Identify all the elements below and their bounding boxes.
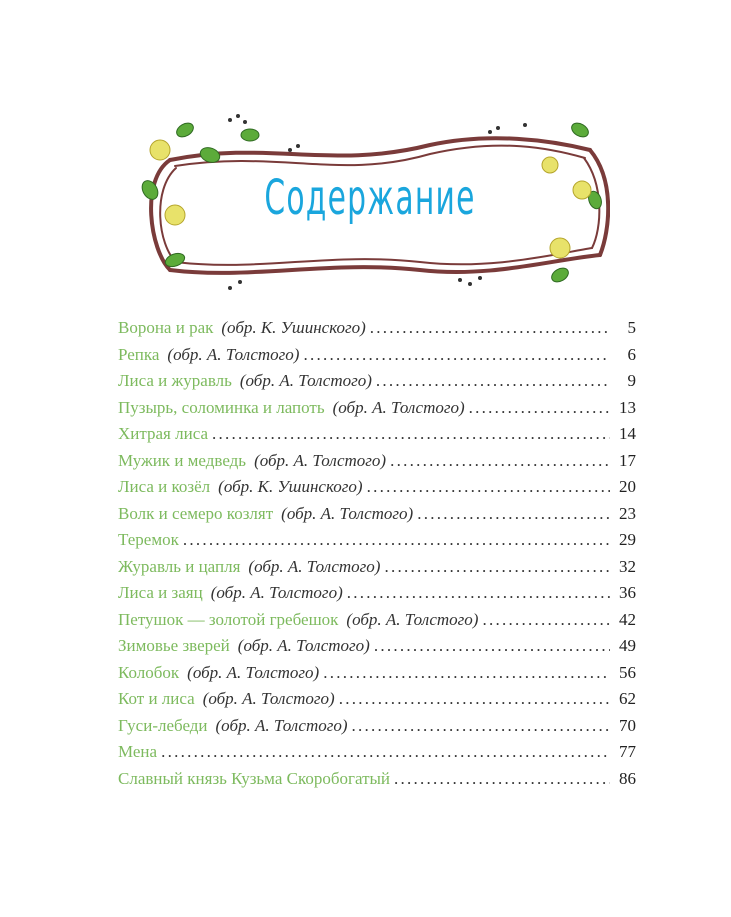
toc-entry[interactable] [118,345,636,372]
toc-entry[interactable] [118,398,636,425]
toc-entry-page: 14 [619,424,636,443]
page-title: Содержание [264,170,476,226]
toc-entry-title: Петушок — золотой гребешок [118,609,339,629]
toc-entry-page: 29 [619,530,636,549]
toc-entry-title: Пузырь, соломинка и лапоть [118,397,325,417]
toc-dot-leader [347,583,610,603]
toc-dot-leader [370,318,610,338]
toc-entry-author: (обр. А. Толстого) [215,715,348,735]
toc-dot-leader [384,557,610,577]
toc-entry-page: 77 [619,742,636,761]
toc-entry[interactable] [118,424,636,451]
toc-entry-title: Журавль и цапля [118,556,241,576]
toc-entry-page: 13 [619,397,636,417]
toc-entry-title: Славный князь Кузьма Скоробогатый [118,768,391,788]
toc-entry-title: Зимовье зверей [118,636,230,655]
toc-entry-page: 32 [619,556,636,576]
toc-dot-leader [323,663,610,683]
toc-entry-page: 56 [619,662,636,682]
toc-dot-leader [183,530,610,550]
toc-entry-page: 9 [627,371,636,390]
toc-entry-title: Колобок [118,662,180,682]
toc-entry-page: 70 [619,715,636,735]
toc-entry-author: (обр. А. Толстого) [202,689,335,708]
toc-dot-leader [394,769,610,789]
toc-entry-title: Репка [118,344,160,364]
table-of-contents [118,318,636,795]
toc-entry[interactable] [118,689,636,716]
toc-dot-leader [367,477,610,497]
toc-entry-author: (обр. А. Толстого) [281,503,414,523]
toc-entry-title: Лиса и журавль [118,371,232,390]
toc-entry-page: 20 [619,477,636,496]
toc-entry-page: 6 [627,344,636,364]
toc-entry-author: (обр. А. Толстого) [332,397,465,417]
toc-entry-page: 42 [619,609,636,629]
toc-entry-title: Хитрая лиса [118,424,209,443]
toc-entry[interactable] [118,742,636,769]
toc-dot-leader [212,424,610,444]
toc-dot-leader [352,716,610,736]
toc-dot-leader [303,345,610,365]
toc-entry[interactable] [118,663,636,690]
toc-entry-title: Лиса и заяц [118,583,203,602]
toc-dot-leader [417,504,610,524]
toc-entry-title: Волк и семеро козлят [118,503,274,523]
toc-dot-leader [376,371,610,391]
toc-entry-author: (обр. А. Толстого) [210,583,343,602]
toc-entry[interactable] [118,636,636,663]
toc-dot-leader [161,742,610,762]
toc-entry[interactable] [118,371,636,398]
toc-entry-page: 49 [619,636,636,655]
toc-entry-author: (обр. А. Толстого) [254,450,387,470]
toc-entry-author: (обр. А. Толстого) [187,662,320,682]
toc-entry[interactable] [118,583,636,610]
toc-dot-leader [469,398,610,418]
toc-entry-title: Ворона и рак [118,318,214,337]
toc-entry-page: 86 [619,768,636,788]
toc-entry[interactable] [118,530,636,557]
toc-dot-leader [390,451,610,471]
toc-entry-author: (обр. А. Толстого) [237,636,370,655]
toc-entry-author: (обр. А. Толстого) [167,344,300,364]
toc-entry-author: (обр. А. Толстого) [248,556,381,576]
toc-dot-leader [339,689,610,709]
toc-entry-author: (обр. А. Толстого) [239,371,372,390]
toc-entry[interactable] [118,610,636,637]
toc-entry[interactable] [118,716,636,743]
toc-entry-page: 5 [627,318,636,337]
toc-entry-title: Кот и лиса [118,689,195,708]
toc-entry-page: 17 [619,450,636,470]
toc-entry[interactable] [118,557,636,584]
toc-entry-author: (обр. А. Толстого) [346,609,479,629]
toc-entry-title: Мужик и медведь [118,450,247,470]
toc-entry-title: Гуси-лебеди [118,715,208,735]
toc-entry[interactable] [118,504,636,531]
toc-entry[interactable] [118,477,636,504]
title-vine-frame [130,110,610,310]
toc-entry-author: (обр. К. Ушинского) [218,477,363,496]
toc-entry-page: 62 [619,689,636,708]
toc-entry[interactable] [118,318,636,345]
toc-entry-page: 36 [619,583,636,602]
toc-entry-page: 23 [619,503,636,523]
toc-entry-author: (обр. К. Ушинского) [221,318,366,337]
toc-entry-title: Теремок [118,530,179,549]
toc-entry[interactable] [118,769,636,796]
toc-entry-title: Мена [118,742,158,761]
toc-entry[interactable] [118,451,636,478]
toc-dot-leader [374,636,610,656]
toc-entry-title: Лиса и козёл [118,477,211,496]
toc-dot-leader [482,610,610,630]
